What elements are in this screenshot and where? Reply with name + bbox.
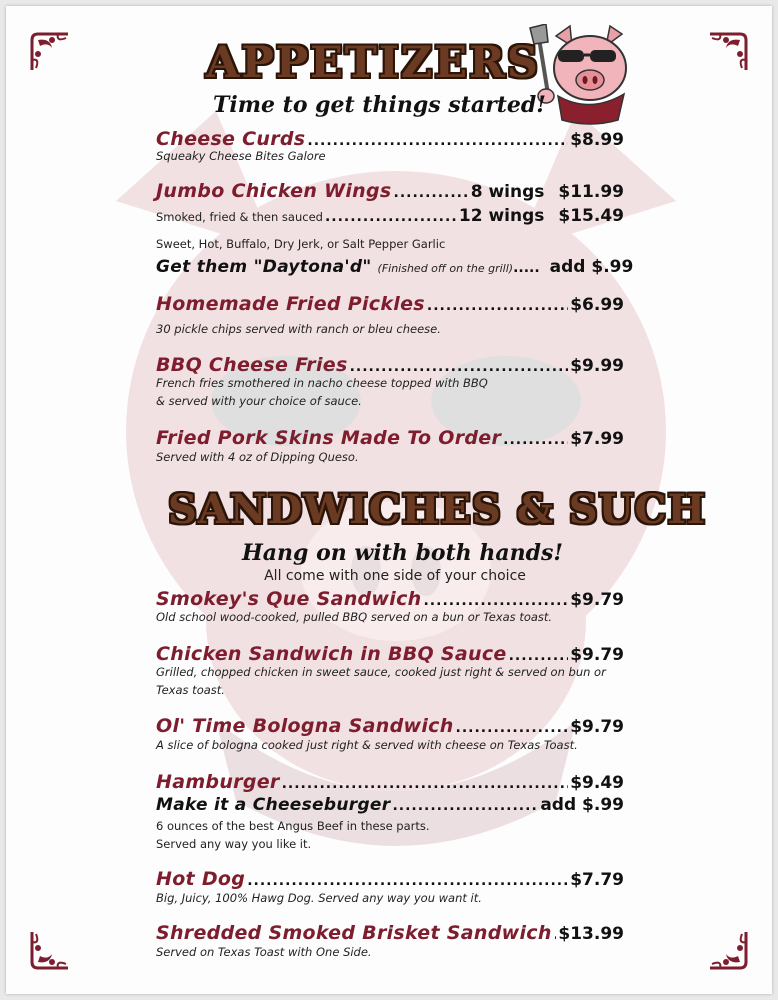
appetizers-tagline: Time to get things started! bbox=[213, 92, 546, 118]
item-price: add $.99 bbox=[549, 257, 634, 277]
item-name: Hot Dog bbox=[156, 868, 246, 890]
leader-dots bbox=[427, 298, 568, 314]
leader-dots bbox=[554, 927, 557, 943]
menu-item-pickles bbox=[156, 293, 624, 315]
leader-dots bbox=[247, 873, 568, 889]
item-name: Fried Pork Skins Made To Order bbox=[156, 427, 502, 449]
corner-flourish-icon bbox=[28, 30, 72, 74]
item-price: $9.79 bbox=[570, 717, 624, 737]
item-name: Make it a Cheeseburger bbox=[156, 795, 391, 815]
menu-item-brisket bbox=[156, 922, 624, 944]
leader-dots bbox=[423, 593, 568, 609]
item-price: $6.99 bbox=[570, 295, 624, 315]
item-name: BBQ Cheese Fries bbox=[156, 354, 348, 376]
item-price: $7.79 bbox=[570, 870, 624, 890]
item-description: 30 pickle chips served with ranch or bleu cheese. bbox=[156, 322, 441, 336]
item-description: French fries smothered in nacho cheese topped with BBQ bbox=[156, 376, 488, 390]
item-description: Sweet, Hot, Buffalo, Dry Jerk, or Salt Pepper Garlic bbox=[156, 237, 446, 251]
corner-flourish-icon bbox=[706, 30, 750, 74]
item-name: Homemade Fried Pickles bbox=[156, 293, 425, 315]
item-name: Cheese Curds bbox=[156, 128, 306, 150]
item-name: Ol' Time Bologna Sandwich bbox=[156, 715, 454, 737]
leader-dots bbox=[456, 720, 569, 736]
menu-item-smokey bbox=[156, 588, 624, 610]
item-name: Get them "Daytona'd" bbox=[156, 257, 372, 277]
menu-item-pork-skins bbox=[156, 427, 624, 449]
item-name: Shredded Smoked Brisket Sandwich bbox=[156, 922, 552, 944]
item-price: add $.99 bbox=[540, 795, 624, 815]
leader-dots: ..... bbox=[513, 260, 540, 276]
corner-flourish-icon bbox=[28, 928, 72, 972]
item-note: (Finished off on the grill) bbox=[377, 262, 514, 275]
menu-item-bbq-fries bbox=[156, 354, 624, 376]
item-description: A slice of bologna cooked just right & served with cheese on Texas Toast. bbox=[156, 738, 578, 752]
item-description: 6 ounces of the best Angus Beef in these parts. bbox=[156, 819, 430, 833]
item-name: Smokey's Que Sandwich bbox=[156, 588, 422, 610]
leader-dots bbox=[282, 776, 569, 792]
item-price: $8.99 bbox=[570, 130, 624, 150]
sandwiches-note: All come with one side of your choice bbox=[264, 568, 526, 584]
menu-item-hamburger bbox=[156, 771, 624, 793]
menu-item-daytona bbox=[156, 257, 634, 277]
item-description: Squeaky Cheese Bites Galore bbox=[156, 149, 326, 163]
sandwiches-tagline: Hang on with both hands! bbox=[242, 540, 564, 566]
leader-dots bbox=[350, 359, 569, 375]
corner-flourish-icon bbox=[706, 928, 750, 972]
item-price: $9.79 bbox=[570, 590, 624, 610]
menu-item-cheeseburger bbox=[156, 795, 624, 815]
leader-dots bbox=[392, 798, 538, 814]
item-price: $11.99 bbox=[558, 182, 624, 202]
sandwiches-heading: SANDWICHES & SUCH bbox=[168, 486, 707, 533]
item-price: $9.99 bbox=[570, 356, 624, 376]
item-name: Hamburger bbox=[156, 771, 280, 793]
menu-item-chicken bbox=[156, 643, 624, 665]
item-description: Served with 4 oz of Dipping Queso. bbox=[156, 450, 359, 464]
item-quantity: 12 wings bbox=[458, 206, 545, 226]
leader-dots bbox=[394, 185, 469, 201]
menu-item-hotdog bbox=[156, 868, 624, 890]
item-description: Grilled, chopped chicken in sweet sauce, cooked just right & served on bun or bbox=[156, 665, 606, 679]
menu-item-bologna bbox=[156, 715, 624, 737]
item-description: Served on Texas Toast with One Side. bbox=[156, 945, 372, 959]
item-price: $13.99 bbox=[558, 924, 624, 944]
menu-item-wings bbox=[156, 180, 624, 202]
leader-dots bbox=[509, 648, 569, 664]
item-description: Smoked, fried & then sauced bbox=[156, 210, 323, 224]
leader-dots bbox=[307, 133, 568, 149]
menu-item-cheese-curds bbox=[156, 128, 624, 150]
item-description: Served any way you like it. bbox=[156, 837, 312, 851]
item-description: & served with your choice of sauce. bbox=[156, 394, 362, 408]
item-quantity: 8 wings bbox=[470, 182, 545, 202]
item-price: $15.49 bbox=[558, 206, 624, 226]
leader-dots bbox=[503, 432, 568, 448]
menu-item-wings-large bbox=[156, 206, 624, 226]
item-name: Chicken Sandwich in BBQ Sauce bbox=[156, 643, 507, 665]
menu-page bbox=[6, 6, 772, 994]
item-description: Texas toast. bbox=[156, 683, 225, 697]
item-price: $7.99 bbox=[570, 429, 624, 449]
item-description: Old school wood-cooked, pulled BBQ served on a bun or Texas toast. bbox=[156, 610, 553, 624]
item-price: $9.79 bbox=[570, 645, 624, 665]
appetizers-heading: APPETIZERS bbox=[206, 38, 540, 88]
item-description: Big, Juicy, 100% Hawg Dog. Served any way you want it. bbox=[156, 891, 482, 905]
item-price: $9.49 bbox=[570, 773, 624, 793]
leader-dots bbox=[325, 209, 457, 225]
item-name: Jumbo Chicken Wings bbox=[156, 180, 392, 202]
